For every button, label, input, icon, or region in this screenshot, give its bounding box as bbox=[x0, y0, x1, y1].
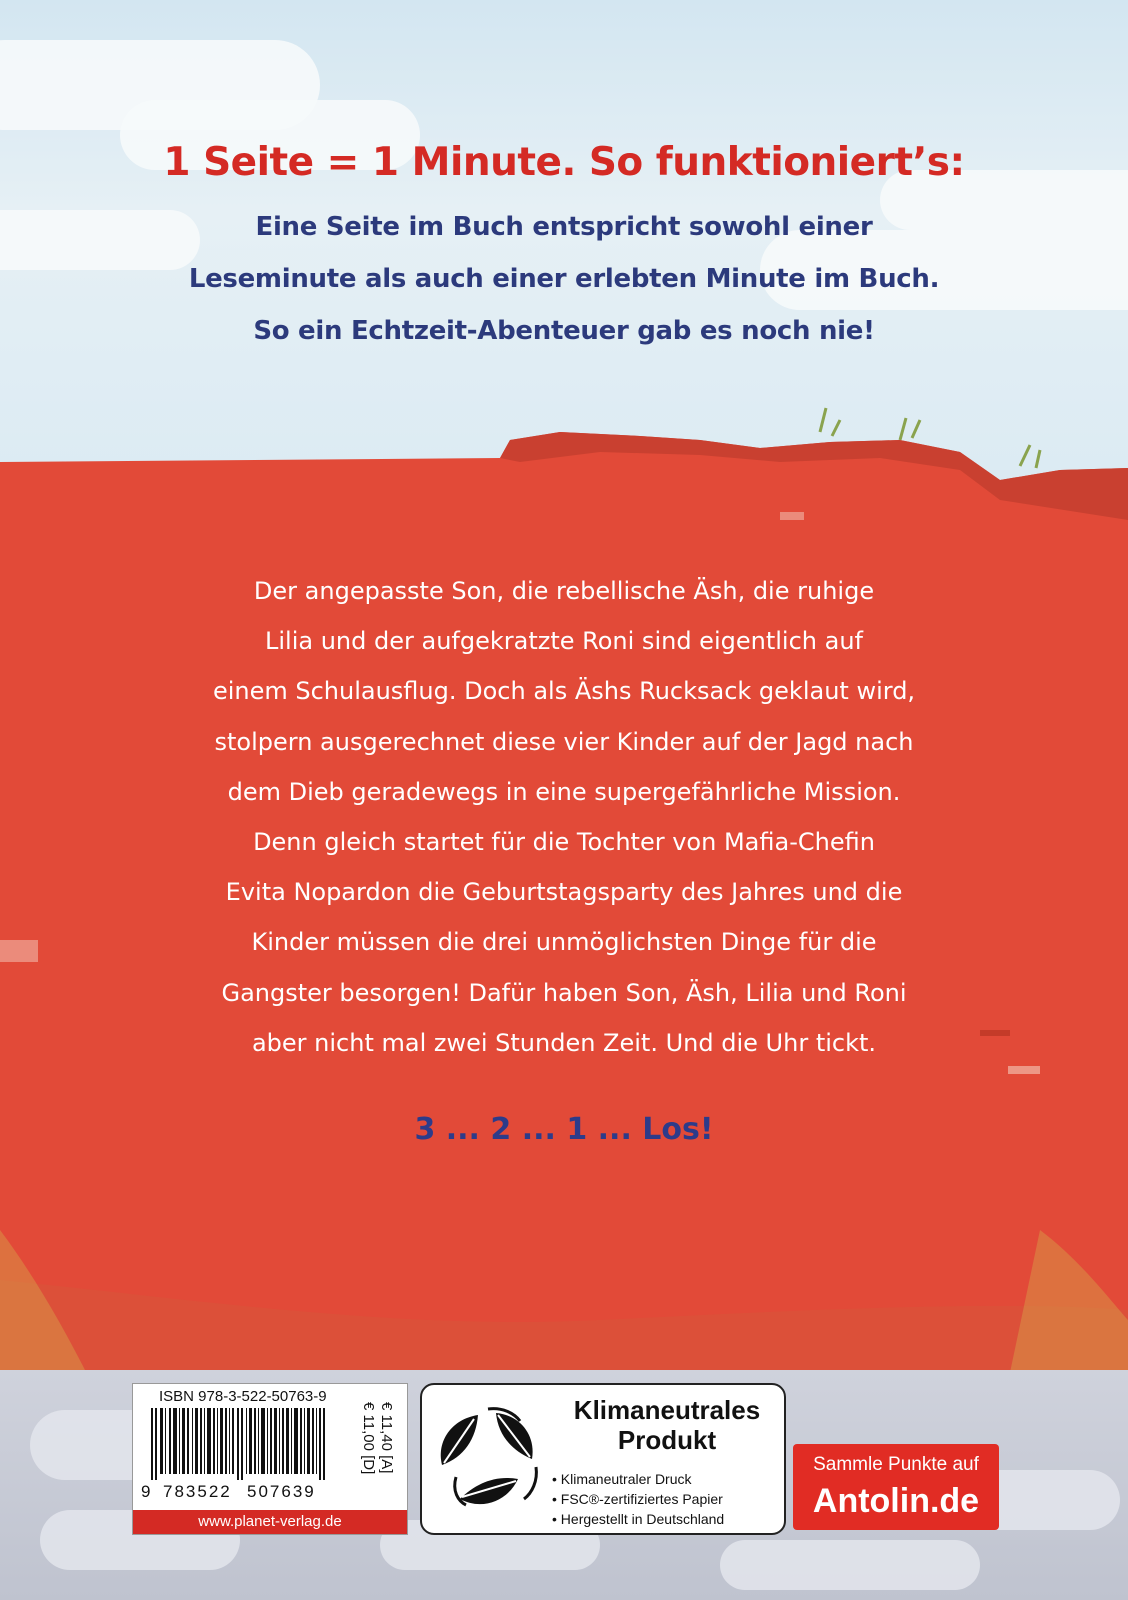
subline-1: Eine Seite im Buch entspricht sowohl einer bbox=[255, 212, 873, 242]
recycle-leaves-icon bbox=[432, 1405, 544, 1517]
antolin-badge bbox=[793, 1444, 999, 1530]
blurb-line: Lilia und der aufgekratzte Roni sind eigentlich auf bbox=[265, 627, 863, 656]
rock-fleck bbox=[1008, 1066, 1040, 1074]
ean-first-digit: 9 bbox=[141, 1482, 151, 1501]
climate-feature-list bbox=[552, 1469, 724, 1529]
blurb-line: stolpern ausgerechnet diese vier Kinder auf der Jagd nach bbox=[214, 727, 914, 756]
price-austria: € 11,40 [A] bbox=[378, 1402, 395, 1474]
climate-feature-item: • FSC®-zertifiziertes Papier bbox=[552, 1489, 724, 1509]
climate-feature-item: • Hergestellt in Deutschland bbox=[552, 1509, 724, 1529]
antolin-tagline: Sammle Punkte auf bbox=[813, 1454, 979, 1475]
blurb-line: aber nicht mal zwei Stunden Zeit. Und die Uhr tickt. bbox=[251, 1028, 877, 1057]
antolin-logo-text: Antolin.de bbox=[812, 1482, 980, 1520]
countdown-tagline: 3 ... 2 ... 1 ... Los! bbox=[414, 1112, 714, 1147]
blurb-line: dem Dieb geradewegs in eine supergefährliche Mission. bbox=[227, 777, 901, 806]
rock-fleck bbox=[0, 940, 38, 962]
climate-title bbox=[557, 1395, 777, 1455]
ean-right-group: 507639 bbox=[247, 1482, 316, 1501]
ean-left-group: 783522 bbox=[163, 1482, 232, 1501]
climate-feature-item: • Klimaneutraler Druck bbox=[552, 1469, 724, 1489]
blurb-text bbox=[120, 566, 1008, 1068]
climate-neutral-box bbox=[420, 1383, 786, 1535]
blurb-line: einem Schulausflug. Doch als Äshs Rucksack geklaut wird, bbox=[212, 677, 916, 706]
subline-2: Leseminute als auch einer erlebten Minute im Buch. bbox=[188, 264, 940, 294]
blurb-line: Kinder müssen die drei unmöglichsten Dinge für die bbox=[251, 928, 877, 957]
barcode-box bbox=[132, 1383, 408, 1535]
climate-title-line: Klimaneutrales bbox=[573, 1395, 761, 1425]
isbn-number: ISBN 978-3-522-50763-9 bbox=[159, 1388, 327, 1405]
ean-barcode bbox=[151, 1408, 351, 1480]
subline-3: So ein Echtzeit-Abenteuer gab es noch nie! bbox=[253, 316, 875, 346]
publisher-url: www.planet-verlag.de bbox=[133, 1510, 407, 1534]
rock-fleck bbox=[780, 512, 804, 520]
blurb-line: Evita Nopardon die Geburtstagsparty des Jahres und die bbox=[225, 878, 903, 907]
blurb-line: Denn gleich startet für die Tochter von Mafia-Chefin bbox=[253, 828, 875, 857]
price-germany: € 11,00 [D] bbox=[360, 1402, 377, 1475]
headline-title: 1 Seite = 1 Minute. So funktioniert’s: bbox=[163, 140, 965, 185]
blurb-line: Der angepasste Son, die rebellische Äsh, die ruhige bbox=[253, 577, 875, 605]
climate-title-line: Produkt bbox=[617, 1425, 717, 1455]
paving-stone bbox=[720, 1540, 980, 1590]
blurb-line: Gangster besorgen! Dafür haben Son, Äsh, Lilia und Roni bbox=[221, 978, 907, 1007]
